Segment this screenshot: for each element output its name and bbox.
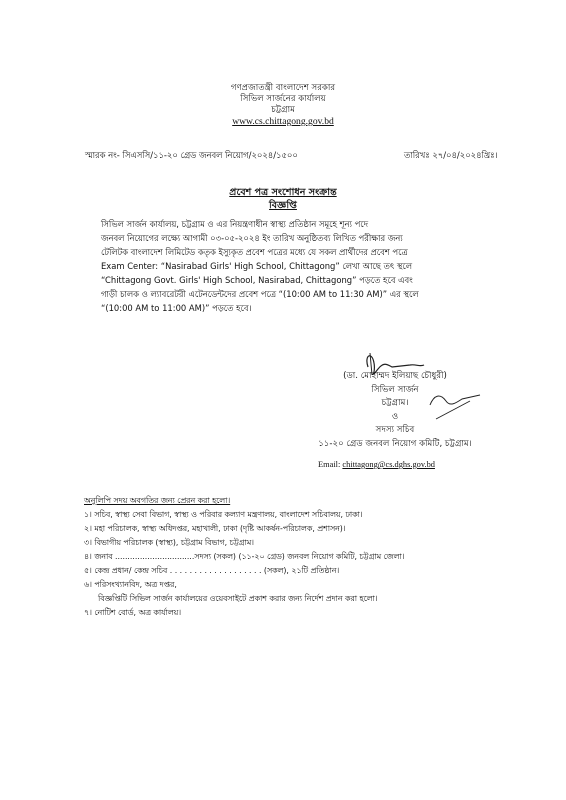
body-line: টেলিটক বাংলাদেশ লিমিটেড কতৃক ইস্যুকৃত প্রবেশ পত্রের মধ্যে যে সকল প্রার্থীদের প্রবেশ পত্রে [101, 247, 408, 257]
signatory-and: ও [391, 411, 399, 422]
notice-subject: প্রবেশ পত্র সংশোধন সংক্রান্ত [229, 187, 337, 198]
email-label: Email: [318, 460, 341, 469]
copy-item: ৫। কেন্দ্র প্রধান/ কেন্দ্র সচিব . . . . . . . . . . . . . . . . . . . (সকল), ২১টি প্রতিষ্ঠান। [84, 566, 340, 575]
body-line: “Chittagong Govt. Girls' High School, Nasirabad, Chittagong” পড়তে হবে এবং [101, 275, 413, 285]
notice-type: বিজ্ঞপ্তি [269, 200, 297, 211]
signatory-committee: ১১-২০ গ্রেড জনবল নিয়োগ কমিটি, চট্টগ্রাম। [318, 438, 472, 449]
body-line: গাড়ী চালক ও ল্যাবরেটরী এটেনডেন্টদের প্রবেশ পত্রে “(10:00 AM to 11:30 AM)” এর স্থলে [101, 289, 419, 299]
memo-number: স্মারক নং- সিএসসি/১১-২০ গ্রেড জনবল নিয়োগ/২০২৪/১৫০০ [85, 150, 298, 160]
office-header [0, 83, 566, 127]
copy-item: ৪। জনাব ................................সদস্য (সকল) (১১-২০ গ্রেড) জনবল নিয়োগ কমিটি, চট্টগ্রাম জেলা। [84, 552, 405, 561]
copy-item: ৩। বিভাগীয় পরিচালক (স্বাস্থ্য), চট্টগ্রাম বিভাগ, চট্টগ্রাম। [84, 538, 254, 547]
copy-list [84, 494, 504, 620]
signatory-name: (ডা. মোহাম্মদ ইলিয়াছ চৌধুরী) [343, 371, 447, 381]
copy-item: ২। মহা পরিচালক, স্বাস্থ্য অধিদপ্তর, মহাখালী, ঢাকা (দৃষ্টি আকর্ষন-পরিচালক, প্রশাসন)। [84, 524, 346, 533]
body-line: Exam Center: “Nasirabad Girls' High School, Chittagong” লেখা আছে তৎ স্থলে [101, 261, 413, 271]
copy-item: ১। সচিব, স্বাস্থ্য সেবা বিভাগ, স্বাস্থ্য ও পরিবার কল্যাণ মন্ত্রণালয়, বাংলাদেশ সচিবালয়, ঢাকা। [84, 510, 363, 519]
copy-item: ৭। নোটিশ বোর্ড, অত্র কার্যালয়। [84, 608, 182, 617]
body-line: “(10:00 AM to 11:00 AM)” পড়তে হবে। [101, 303, 252, 313]
memo-date: তারিখঃ ২৭/০৪/২০২৪খ্রিঃ। [404, 150, 498, 160]
body-line: জনবল নিয়োগের লক্ষ্যে আগামী ০৩-০৫-২০২৪ ইং তারিখ অনুষ্ঠিতব্য লিখিত পরীক্ষার জন্য [101, 233, 403, 243]
office-name: সিভিল সার্জনের কার্যালয় [240, 94, 326, 104]
govt-name: গণপ্রজাতন্ত্রী বাংলাদেশ সরকার [230, 83, 336, 93]
email-link[interactable]: chittagong@cs.dghs.gov.bd [342, 460, 435, 469]
signature-block [315, 370, 475, 451]
body-line: সিভিল সার্জন কার্যালয়, চট্টগ্রাম ও এর নিয়ন্ত্রণাধীন স্বাস্থ্য প্রতিষ্ঠান সমূহে শূন্য পদে [101, 219, 369, 229]
notice-title [0, 186, 566, 212]
notice-body [101, 217, 472, 315]
signatory-designation: সিভিল সার্জন [371, 384, 419, 395]
copy-title: অনুলিপি সদয় অবগতির জন্য প্রেরন করা হলো। [84, 496, 231, 505]
signatory-place: চট্টগ্রাম। [381, 398, 409, 408]
office-city: চট্টগ্রাম [271, 105, 295, 115]
copy-item-continuation: বিজ্ঞপ্তিটি সিভিল সার্জন কার্যালয়ের ওয়েবসাইটে প্রকাশ করার জন্য নির্দেশ প্রদান করা হলো। [98, 594, 378, 603]
signatory-role: সদস্য সচিব [375, 425, 415, 435]
copy-item: ৬। পরিসংখ্যানবিদ, অত্র দপ্তর, [84, 580, 177, 589]
contact-email [318, 460, 435, 469]
website-link[interactable]: www.cs.chittagong.gov.bd [232, 116, 334, 127]
